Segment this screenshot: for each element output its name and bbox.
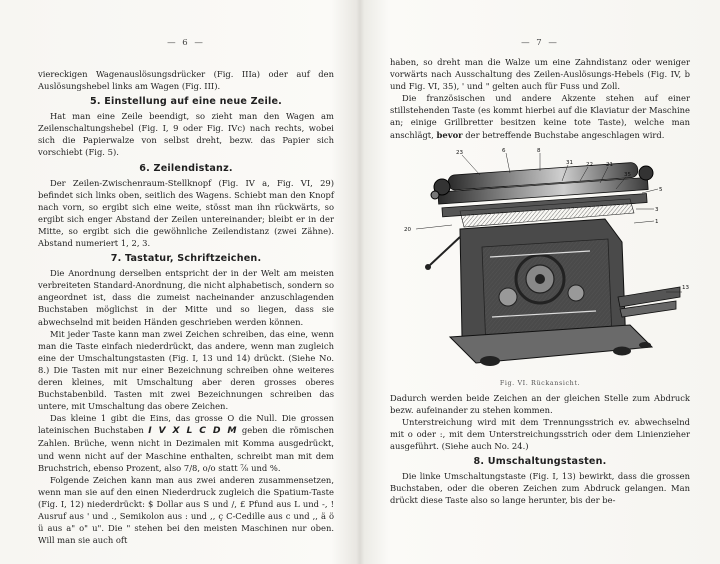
typewriter-illustration bbox=[390, 147, 690, 377]
paragraph: Hat man eine Zeile beendigt, so zieht man den Wagen am Zeilenschaltungshebel (Fig. I, 9 oder Fig. IVc) nach rechts, wobei sich die Papierwalze von selbst dreht, bezw. das Papier sich vorschiebt (Fig. 5). bbox=[38, 111, 334, 158]
section-heading: 6. Zeilendistanz. bbox=[139, 162, 233, 174]
callout-label: 8 bbox=[537, 147, 541, 154]
section-heading: 7. Tastatur, Schriftzeichen. bbox=[110, 253, 262, 265]
text-fragment: Das kleine 1 gibt die Eins, das grosse O die Null. Die grossen lateinischen Buchstaben bbox=[38, 413, 334, 436]
text-fragment: der betreffende Buchstabe angeschlagen wird. bbox=[465, 129, 665, 140]
callout-label: 21 bbox=[606, 161, 613, 168]
text-fragment: geben die römischen Zahlen. Brüche, wenn nicht in Dezimalen mit Komma ausgedrückt, und wenn nicht auf der Maschine enthalten, schreibt man mit dem Bruchstrich, ebenso Prozent, also 7/8, o/o statt ⅞ und %. bbox=[38, 425, 335, 473]
callout-label: 35 bbox=[624, 171, 631, 178]
callout-label: 13 bbox=[682, 284, 689, 291]
callout-label: 22 bbox=[586, 161, 593, 168]
paragraph: Die linke Umschaltungstaste (Fig. I, 13) bewirkt, dass die grossen Buchstaben, oder die oberen Zeichen zum Abdruck gelangen. Man drückt diese Taste also so lange herunter, bis der be- bbox=[390, 471, 690, 506]
callout-label: 23 bbox=[456, 149, 463, 156]
paragraph: Die Anordnung derselben entspricht der in der Welt am meisten verbreiteten Standard-Anordnung, die nicht alphabetisch, sondern so angeordnet ist, dass die zumeist nacheinander anzuschlagenden Buchstaben möglichst in der Mitte und so liegen, dass sie abwechselnd mit beiden Händen geschrieben werden können. bbox=[38, 268, 334, 327]
section-heading: 8. Umschaltungstasten. bbox=[473, 456, 607, 468]
callout-label: 5 bbox=[659, 186, 663, 193]
paragraph: Dadurch werden beide Zeichen an der gleichen Stelle zum Abdruck bezw. aufeinander zu stehen kommen. bbox=[390, 392, 690, 415]
paragraph-accents bbox=[390, 92, 690, 140]
paragraph: Mit jeder Taste kann man zwei Zeichen schreiben, das eine, wenn man die Taste einfach niederdrückt, das andere, wenn man zugleich eine der Umschaltungstasten (Fig. I, 13 und 14) drückt. (Siehe No. 8.) Die Tasten mit nur einer Bezeichnung schreiben ohne weiteres deren kleines, mit Umschaltung aber deren grosses oberes Buchstabenbild. Tasten mit zwei Bezeichnungen schreiben das untere, mit Umschaltung das obere Zeichen. bbox=[38, 328, 334, 412]
right-page bbox=[360, 0, 720, 564]
text-fragment: Die französischen und andere Akzente stehen auf einer stillstehenden Taste (es kommt hierbei auf die Klaviatur der Maschine an; einige Grillbretter besitzen keine tote Taste), welche man anschlägt, bbox=[390, 93, 690, 140]
callout-label: 20 bbox=[404, 226, 411, 233]
bold-word: bevor bbox=[436, 129, 463, 140]
page-number: — 6 — bbox=[167, 38, 205, 48]
paragraph: Folgende Zeichen kann man aus zwei anderen zusammensetzen, wenn man sie auf den einen Niederdruck zugleich die Spatium-Taste (Fig. I, 12) niederdrückt: $ Dollar aus S und /, £ Pfund aus L und -, ! Ausruf aus ' und ., Semikolon aus : und ,, ç C-Cedille aus c und ,, ä ö ü aus a" o" u". Die " stehen bei den meisten Maschinen nur oben. Will man sie auch oft bbox=[38, 474, 334, 546]
figure-caption: Fig. VI. Rückansicht. bbox=[499, 378, 581, 387]
roman-numerals: I V X L C D M bbox=[148, 425, 238, 437]
section-heading: 5. Einstellung auf eine neue Zeile. bbox=[89, 96, 283, 108]
callout-label: 31 bbox=[566, 159, 573, 166]
paragraph: viereckigen Wagenauslösungsdrücker (Fig. IIIa) oder auf den Auslösungshebel links am Wagen (Fig. III). bbox=[38, 69, 334, 92]
paragraph: Unterstreichung wird mit dem Trennungsstrich ev. abwechselnd mit o oder :, mit dem Unterstreichungsstrich oder dem Linienzieher ausgeführt. (Siehe auch No. 24.) bbox=[390, 416, 690, 452]
paragraph: Der Zeilen-Zwischenraum-Stellknopf (Fig. IV a, Fig. VI, 29) befindet sich links oben, seitlich des Wagens. Schiebt man den Knopf nach vorn, so ergibt sich eine weite, stösst man ihn rückwärts, so ergibt sich enger Abstand der Zeilen untereinander; bleibt er in der Mitte, so ergibt sich die gewöhnliche Zeilendistanz (zwei Zähne). Abstand numeriert 1, 2, 3. bbox=[38, 177, 334, 249]
callout-label: 1 bbox=[655, 218, 659, 225]
paragraph: haben, so dreht man die Walze um eine Zahndistanz oder weniger vorwärts nach Ausschaltung des Zeilen-Auslösungs-Hebels (Fig. IV, b und Fig. VI, 35), ' und " gelten auch für Fuss und Zoll. bbox=[390, 57, 690, 92]
callout-label: 6 bbox=[502, 147, 506, 154]
paragraph-roman-numerals bbox=[38, 412, 334, 473]
page-number: — 7 — bbox=[521, 38, 559, 48]
typewriter-figure bbox=[390, 147, 690, 377]
callout-label: 3 bbox=[655, 206, 659, 213]
